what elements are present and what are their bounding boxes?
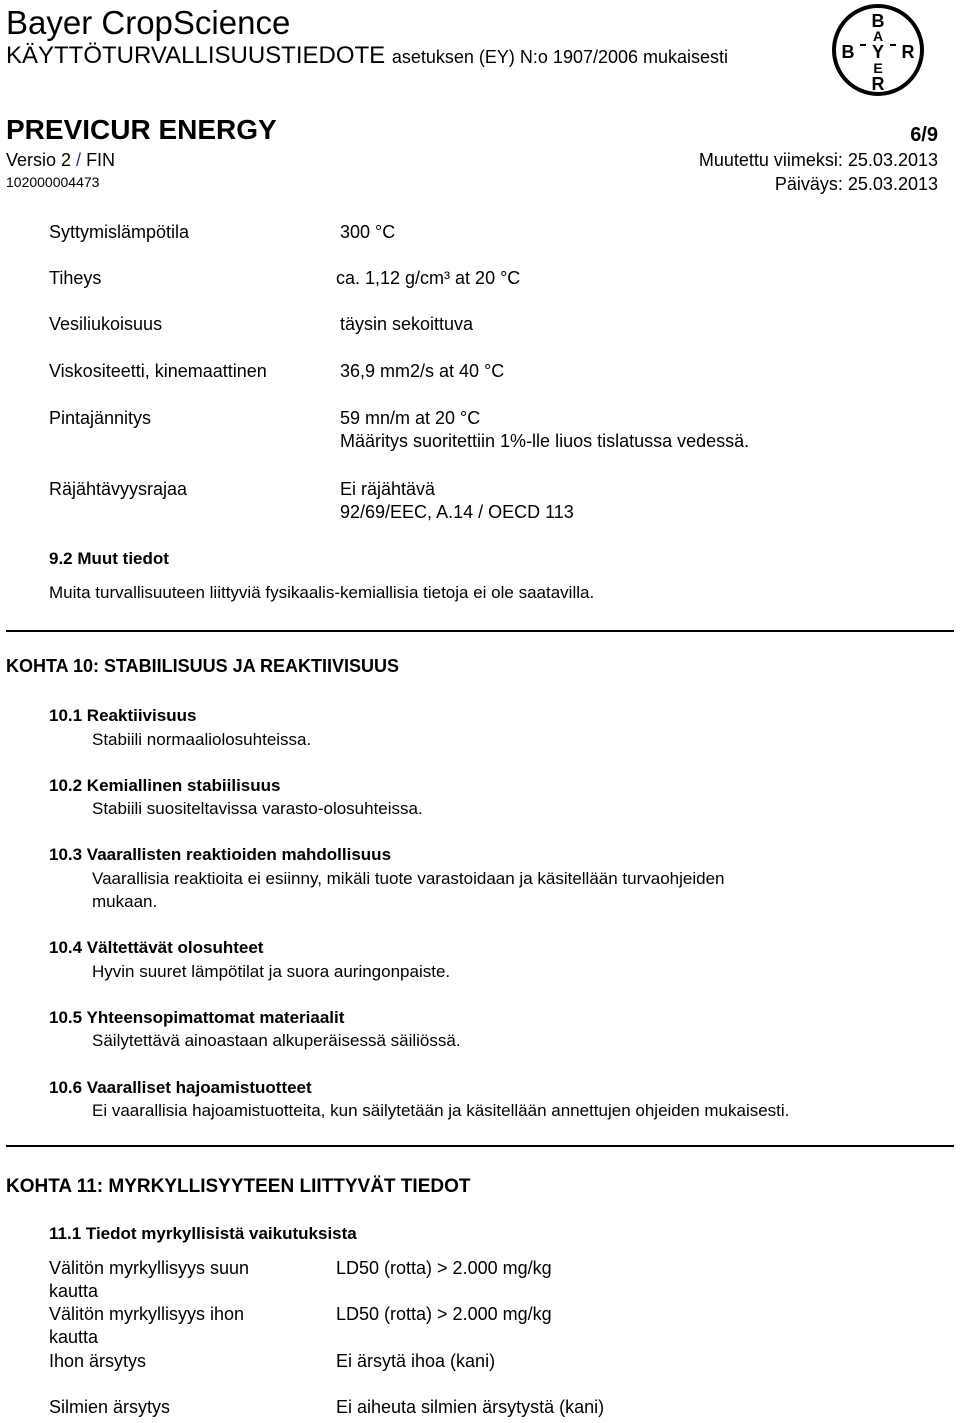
section-title: KOHTA 11: MYRKYLLISYYTEEN LIITTYVÄT TIEDOT (6, 1176, 471, 1197)
toxicity-value: Ei ärsytä ihoa (kani) (336, 1351, 496, 1371)
toxicity-label: Ihon ärsytys (49, 1351, 147, 1371)
toxicity-value: Ei aiheuta silmien ärsytystä (kani) (336, 1397, 605, 1417)
property-label: Räjähtävyysrajaa (49, 479, 188, 499)
property-note: 92/69/EEC, A.14 / OECD 113 (340, 502, 574, 522)
toxicity-label: Silmien ärsytys (49, 1397, 171, 1417)
logo-letter-e: E (873, 60, 883, 76)
property-value: 59 mn/m at 20 °C (340, 408, 481, 428)
subsection-text: Muita turvallisuuteen liittyviä fysikaalis-kemiallisia tietoja ei ole saatavilla. (49, 583, 595, 602)
toxicity-label-continued: kautta (49, 1281, 99, 1301)
logo-letter-r: R (901, 42, 915, 62)
logo-letter-top: B (871, 11, 885, 31)
property-value: ca. 1,12 g/cm³ at 20 °C (336, 268, 521, 288)
toxicity-value: LD50 (rotta) > 2.000 mg/kg (336, 1304, 552, 1324)
section-divider (6, 630, 954, 632)
subsection-heading: 10.3 Vaarallisten reaktioiden mahdollisuus (49, 845, 392, 864)
subsection-text: Stabiili suositeltavissa varasto-olosuhteissa. (92, 799, 423, 818)
issue-date: Päiväys: 25.03.2013 (774, 174, 938, 194)
subsection-heading: 9.2 Muut tiedot (49, 549, 169, 568)
subsection-text: Vaarallisia reaktioita ei esiinny, mikäli tuote varastoidaan ja käsitellään turvaohjeiden (92, 869, 725, 888)
product-name: PREVICUR ENERGY (6, 114, 277, 145)
subsection-heading: 10.2 Kemiallinen stabiilisuus (49, 776, 281, 795)
property-label: Vesiliukoisuus (49, 314, 163, 334)
page-number: 6/9 (910, 124, 938, 146)
subsection-heading: 10.6 Vaaralliset hajoamistuotteet (49, 1078, 312, 1097)
version-number: Versio 2 (6, 150, 77, 170)
subsection-heading: 10.1 Reaktiivisuus (49, 706, 197, 725)
toxicity-label: Välitön myrkyllisyys suun (49, 1258, 250, 1278)
section-title: KOHTA 10: STABIILISUUS JA REAKTIIVISUUS (6, 656, 400, 676)
toxicity-value: LD50 (rotta) > 2.000 mg/kg (336, 1258, 552, 1278)
subsection-heading: 10.5 Yhteensopimattomat materiaalit (49, 1008, 345, 1027)
document-type: KÄYTTÖTURVALLISUUSTIEDOTE (6, 42, 386, 69)
property-label: Tiheys (49, 268, 102, 288)
document-title (6, 42, 728, 70)
property-label: Syttymislämpötila (49, 222, 190, 242)
document-code: 102000004473 (6, 174, 100, 190)
subsection-text: Säilytettävä ainoastaan alkuperäisessä säiliössä. (92, 1031, 461, 1050)
toxicity-label: Välitön myrkyllisyys ihon (49, 1304, 245, 1324)
property-label: Viskositeetti, kinemaattinen (49, 361, 267, 381)
property-value: 36,9 mm2/s at 40 °C (340, 361, 505, 381)
bayer-cross-logo (830, 2, 926, 98)
subsection-text: Stabiili normaaliolosuhteissa. (92, 730, 312, 749)
subsection-text: Hyvin suuret lämpötilat ja suora auringonpaiste. (92, 962, 451, 981)
subsection-text: Ei vaarallisia hajoamistuotteita, kun säilytetään ja käsitellään annettujen ohjeiden mukaisesti. (92, 1101, 790, 1120)
section-divider (6, 1145, 954, 1147)
property-value: Ei räjähtävä (340, 479, 436, 499)
version-language: FIN (81, 150, 116, 170)
property-value: täysin sekoittuva (340, 314, 474, 334)
regulation-text: asetuksen (EY) N:o 1907/2006 mukaisesti (391, 47, 729, 67)
property-note: Määritys suoritettiin 1%-lle liuos tislatussa vedessä. (340, 431, 750, 451)
modified-date: Muutettu viimeksi: 25.03.2013 (698, 150, 938, 170)
subsection-text-continued: mukaan. (92, 892, 158, 911)
logo-letter-y: Y (871, 42, 885, 62)
logo-letter-bottom: R (871, 74, 885, 94)
logo-letter-a: A (872, 28, 884, 44)
logo-letter-left: B (841, 42, 855, 62)
toxicity-label-continued: kautta (49, 1327, 99, 1347)
subsection-heading: 10.4 Vältettävät olosuhteet (49, 938, 264, 957)
property-label: Pintajännitys (49, 408, 152, 428)
version-info (6, 150, 115, 171)
company-brand: Bayer CropScience (6, 4, 291, 41)
property-value: 300 °C (340, 222, 396, 242)
subsection-heading: 11.1 Tiedot myrkyllisistä vaikutuksista (49, 1224, 357, 1243)
version-separator: / (76, 150, 82, 170)
